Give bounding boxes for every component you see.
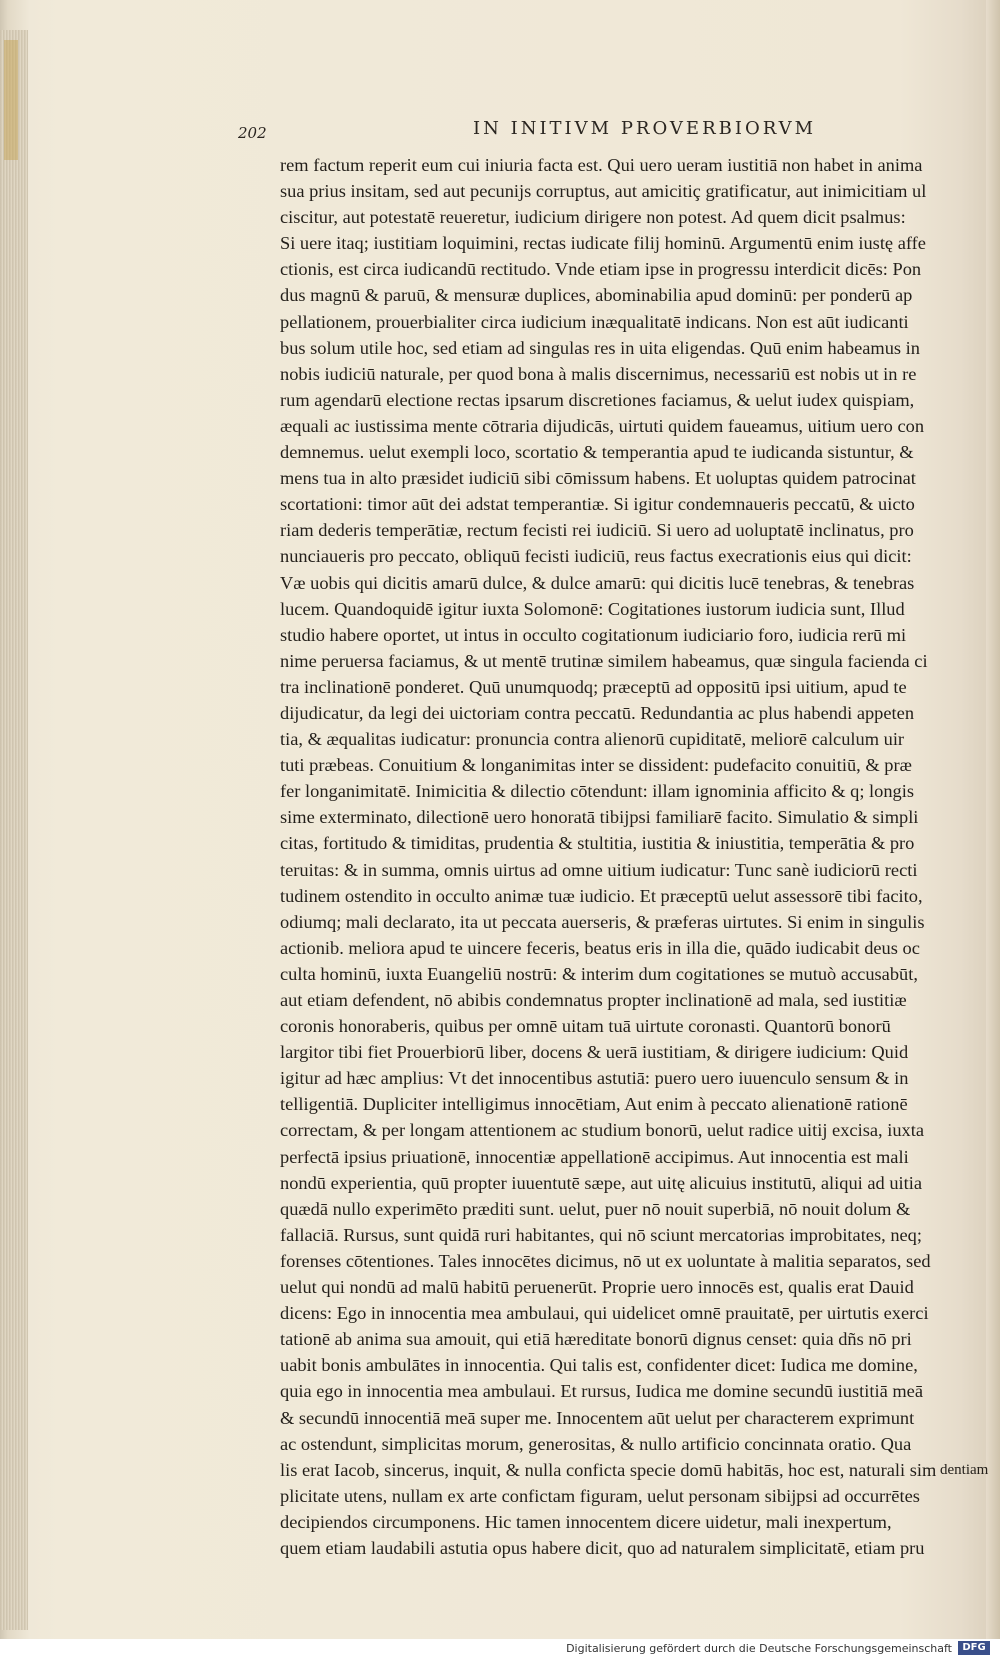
text-line: lucem. Quandoquidē igitur iuxta Solomonē: Cogitationes iustorum iudicia sunt, Illud [280,598,905,619]
text-line: forenses cōtentiones. Tales innocētes dicimus, nō ut ex uoluntate à malitia separatos, sed [280,1250,931,1271]
text-line: odiumq; mali declarato, ita ut peccata auerseris, & præferas uirtutes. Si enim in singulis [280,911,925,932]
text-line: pellationem, prouerbialiter circa iudicium inæqualitatē indicans. Non est aūt iudicanti [280,311,909,332]
text-line: tudinem ostendito in occulto animæ tuæ iudicio. Et præceptū uelut assessorē tibi facito, [280,885,923,906]
catchword: dentiam [940,1462,989,1478]
running-head-title: IN INITIVM PROVERBIORVM [473,118,817,139]
text-line: uelut qui nondū ad malū habitū peruenerūt. Proprie uero innocēs est, qualis erat Dauid [280,1277,914,1298]
text-line: sua prius insitam, sed aut pecunijs corruptus, aut amicitiç gratificatur, aut inimicitiam ul [280,181,927,202]
page-edge-stain [4,40,18,160]
text-line: fallaciā. Rursus, sunt quidā ruri habitantes, qui nō sciunt mercatorias improbitates, neq; [280,1224,922,1245]
text-line: ctionis, est circa iudicandū rectitudo. Vnde etiam ipse in progressu interdicit dicēs: Pon [280,259,922,280]
text-line: correctam, & per longam attentionem ac studium bonorū, uelut radice uitij excisa, iuxta [280,1120,924,1141]
text-line: actionib. meliora apud te uincere feceris, beatus eris in illa die, quādo iudicabit deus oc [280,937,920,958]
body-text [280,152,988,1561]
text-line: riam dederis temperātiæ, rectum fecisti rei iudiciū. Si uero ad uoluptatē inclinatus, pro [280,520,914,541]
text-line: nime peruersa faciamus, & ut mentē trutinæ similem habeamus, quæ singula facienda ci [280,650,928,671]
digitization-footer [0,1639,1000,1657]
text-line: telligentiā. Dupliciter intelligimus innocētiam, Aut enim à peccato alienationē rationē [280,1094,908,1115]
text-line: ciscitur, aut potestatē reueretur, iudicium dirigere non potest. Ad quem dicit psalmus: [280,207,906,228]
text-line: igitur ad hæc amplius: Vt det innocentibus astutiā: puero uero iuuenculo sensum & in [280,1068,909,1089]
text-line: citas, fortitudo & timiditas, prudentia & stultitia, iustitia & iniustitia, temperātia & pro [280,833,915,854]
page-gutter-shadow [986,0,1000,1657]
dfg-logo-icon: DFG [958,1641,990,1655]
text-line: nunciaueris pro peccato, obliquū fecisti iudiciū, reus factus execrationis eius qui dicit: [280,546,912,567]
text-line: dicens: Ego in innocentia mea ambulaui, qui uidelicet omnē prauitatē, per uirtutis exerci [280,1303,929,1324]
text-line: tationē ab anima sua amouit, qui etiā hæreditate bonorū dignus censet: quia dñs nō pri [280,1329,912,1350]
text-line: scortationi: timor aūt dei adstat temperantiæ. Si igitur condemnaueris peccatū, & uicto [280,494,915,515]
footer-credit: Digitalisierung gefördert durch die Deutsche Forschungsgemeinschaft [566,1642,952,1655]
text-line: coronis honoraberis, quibus per omnē uitam tuā uirtute coronasti. Quantorū bonorū [280,1016,891,1037]
text-line: dijudicatur, da legi dei uictoriam contra peccatū. Redundantia ac plus habendi appeten [280,702,915,723]
text-line: teruitas: & in summa, omnis uirtus ad omne uitium iudicatur: Tunc sanè iudiciorū recti [280,859,918,880]
text-line: rem factum reperit eum cui iniuria facta est. Qui uero ueram iustitiā non habet in anima [280,155,923,175]
text-line: Si uere itaq; iustitiam loquimini, rectas iudicate filij hominū. Argumentū enim iustę affe [280,233,926,254]
text-line: tuti præbeas. Conuitium & longanimitas inter se dissident: pudefacito conuitiū, & præ [280,755,912,776]
text-line: Væ uobis qui dicitis amarū dulce, & dulce amarū: qui dicitis lucē tenebras, & tenebras [280,572,915,593]
text-line: dus magnū & paruū, & mensuræ duplices, abominabilia apud dominū: per ponderū ap [280,285,913,306]
text-line: quem etiam laudabili astutia opus habere dicit, quo ad naturalem simplicitatē, etiam pru [280,1537,925,1558]
text-line: plicitate utens, nullam ex arte confictam figuram, uelut personam sibijpsi ad occurrētes [280,1485,920,1506]
text-line: uabit bonis ambulātes in innocentia. Qui talis est, confidenter dicet: Iudica me domine, [280,1355,918,1376]
text-line: studio habere oportet, ut intus in occulto cogitationum iudiciario foro, iudicia rerū mi [280,624,907,645]
text-line: sime exterminato, dilectionē uero honoratā tibijpsi familiarē facito. Simulatio & simpli [280,807,919,828]
text-line: fer longanimitatē. Inimicitia & dilectio cōtendunt: illam ignominia afficito & q; longis [280,781,915,802]
page-fore-edge [0,30,28,1630]
text-line: nondū experientia, quū propter iuuentutē sæpe, aut uitę alicuius institutū, aliqui ad uitia [280,1172,923,1193]
text-line: bus solum utile hoc, sed etiam ad singulas res in uita eligendas. Quū enim habeamus in [280,337,920,358]
text-line: demnemus. uelut exempli loco, scortatio & temperantia apud te iudicanda sistuntur, & [280,442,914,463]
page-number: 202 [238,124,267,142]
text-line: decipiendos circumponens. Hic tamen innocentem dicere uidetur, mali inexpertum, [280,1511,892,1532]
text-line: lis erat Iacob, sincerus, inquit, & nulla conficta specie domū habitās, hoc est, naturali sim [280,1459,937,1480]
text-line: rum agendarū electione rectas ipsarum discretiones faciamus, & uelut iudex quispiam, [280,389,915,410]
text-line: aut etiam defendent, nō abibis condemnatus propter inclinationē ad mala, sed iustitiæ [280,990,907,1010]
text-line: ac ostendunt, simplicitas morum, generositas, & nullo artificio concinnata oratio. Qua [280,1433,912,1454]
text-line: & secundū innocentiā meā super me. Innocentem aūt uelut per characterem exprimunt [280,1407,915,1428]
text-line: nobis iudiciū naturale, per quod bona à malis discernimus, necessariū est nobis ut in re [280,363,917,384]
text-line: æquali ac iustissima mente cōtraria dijudicās, uirtuti quidem faueamus, uitium uero con [280,415,925,436]
text-line: tra inclinationē ponderet. Quū unumquodq; præceptū ad oppositū ipsi uitium, apud te [280,676,907,697]
text-line: perfectā ipsius priuationē, innocentiæ appellationē accipimus. Aut innocentia est mali [280,1146,909,1167]
text-line: quædā nullo experimēto præditi sunt. uelut, puer nō nouit superbiā, nō nouit dolum & [280,1198,911,1219]
running-head [238,118,978,148]
text-line: tia, & æqualitas iudicatur: pronuncia contra alienorū cupiditatē, meliorē calculum uir [280,729,905,750]
text-line: largitor tibi fiet Prouerbiorū liber, docens & uerā iustitiam, & dirigere iudicium: Quid [280,1042,909,1063]
text-line: quia ego in innocentia mea ambulaui. Et rursus, Iudica me domine secundū iustitiā meā [280,1381,923,1402]
text-line: mens tua in alto præsidet iudiciū sibi cōmissum habens. Et uoluptas quidem patrocinat [280,468,916,489]
text-line: culta hominū, iuxta Euangeliū nostrū: & interim dum cogitationes se mutuò accusabūt, [280,963,918,984]
